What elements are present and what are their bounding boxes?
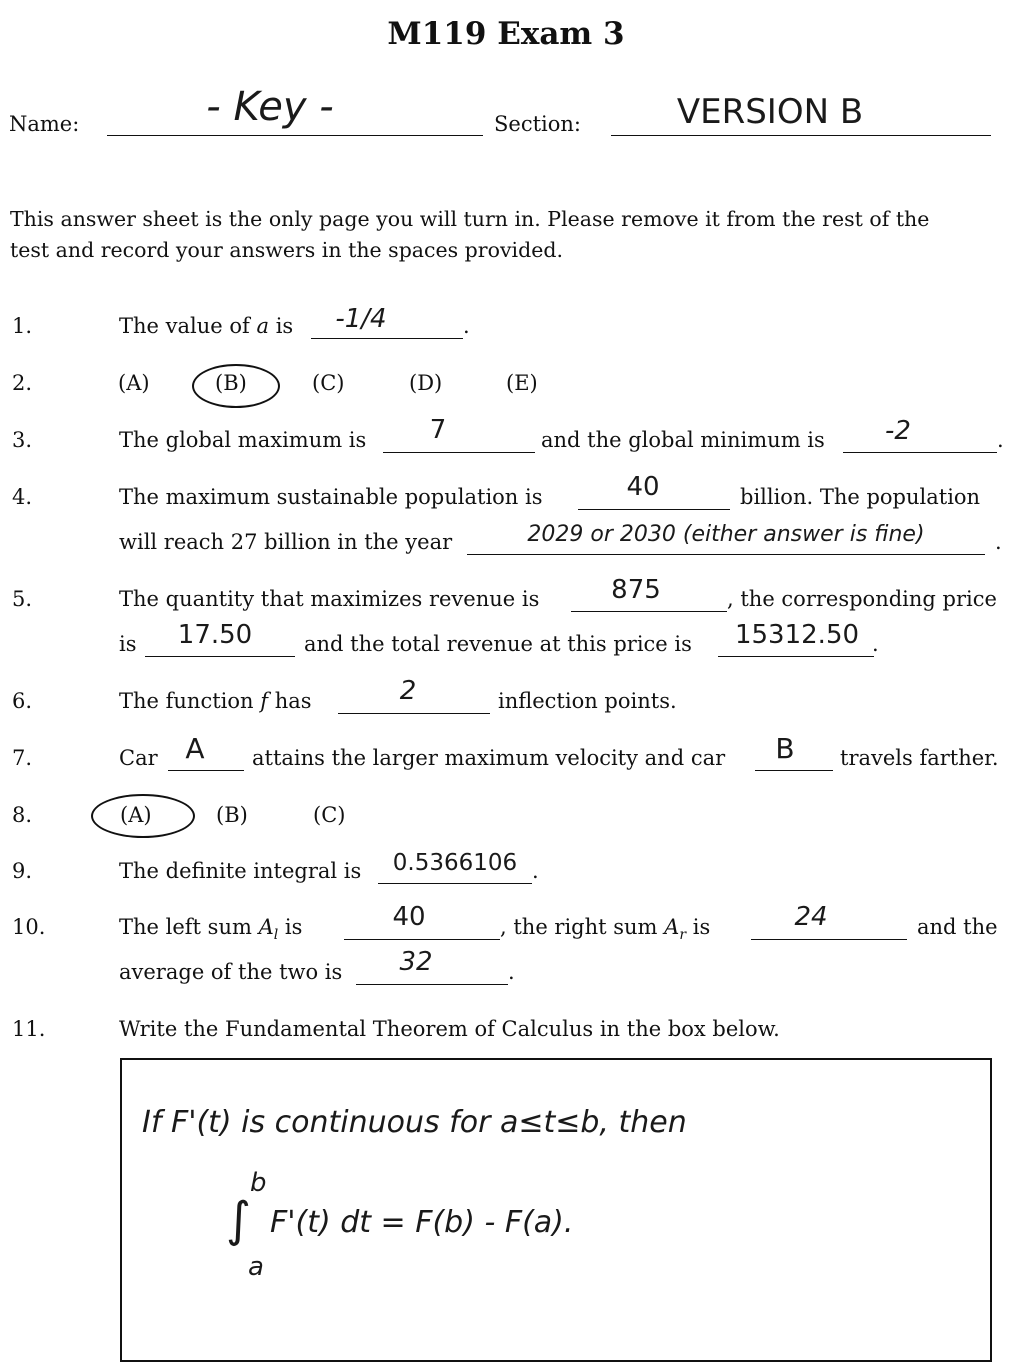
- q2-option-c[interactable]: (C): [312, 371, 345, 395]
- q10-answer-average: 32: [399, 947, 433, 977]
- q7-number: 7.: [12, 746, 33, 770]
- q4-text-mid: billion. The population: [740, 485, 981, 509]
- q9-text-pre: The definite integral is: [119, 859, 362, 883]
- q5-text-mid: , the corresponding price: [727, 587, 997, 611]
- q9-blank[interactable]: [378, 882, 532, 884]
- q2-option-b[interactable]: (B): [215, 371, 247, 395]
- q10-text-line2: average of the two is: [119, 960, 343, 984]
- q5-text-revenue: and the total revenue at this price is: [304, 632, 692, 656]
- q10-answer-left: 40: [392, 902, 426, 932]
- q1-text: The value of a is: [119, 314, 294, 338]
- q10-blank-right[interactable]: [751, 938, 907, 940]
- name-handwritten: - Key -: [206, 84, 334, 130]
- q4-period: .: [995, 530, 1002, 554]
- ftc-line-2: F'(t) dt = F(b) - F(a).: [270, 1205, 574, 1240]
- ftc-lower-limit: a: [248, 1252, 264, 1282]
- section-label: Section:: [494, 112, 581, 136]
- q2-number: 2.: [12, 371, 33, 395]
- exam-title: M119 Exam 3: [387, 16, 625, 52]
- q11-text: Write the Fundamental Theorem of Calculus in the box below.: [119, 1017, 780, 1041]
- q8-option-b[interactable]: (B): [216, 803, 248, 827]
- q9-answer: 0.5366106: [392, 850, 518, 876]
- q10-period: .: [508, 960, 515, 984]
- q5-text-pre: The quantity that maximizes revenue is: [119, 587, 540, 611]
- q5-number: 5.: [12, 587, 33, 611]
- q3-number: 3.: [12, 428, 33, 452]
- q9-period: .: [532, 859, 539, 883]
- q4-blank-year[interactable]: [467, 553, 985, 555]
- q10-text-and-the: and the: [917, 915, 998, 939]
- q9-number: 9.: [12, 859, 33, 883]
- q1-period: .: [463, 314, 470, 338]
- q2-option-a[interactable]: (A): [118, 371, 150, 395]
- q4-text-line2: will reach 27 billion in the year: [119, 530, 453, 554]
- q2-option-e[interactable]: (E): [506, 371, 538, 395]
- q10-answer-right: 24: [794, 902, 828, 932]
- q3-period: .: [997, 428, 1004, 452]
- q1-answer: -1/4: [335, 304, 387, 334]
- intro-line-1: This answer sheet is the only page you will turn in. Please remove it from the rest of the: [10, 207, 930, 231]
- q1-blank[interactable]: [311, 337, 463, 339]
- q10-blank-average[interactable]: [356, 983, 508, 985]
- section-handwritten: VERSION B: [676, 92, 864, 132]
- q7-text-pre: Car: [119, 746, 158, 770]
- q5-answer-quantity: 875: [611, 575, 661, 605]
- q10-text-pre: The left sum $A_l$ is: [119, 915, 303, 944]
- q4-answer-population: 40: [626, 472, 660, 502]
- q3-answer-max: 7: [429, 415, 447, 445]
- q7-blank-car1[interactable]: [168, 769, 244, 771]
- q3-text-mid: and the global minimum is: [541, 428, 825, 452]
- q1-number: 1.: [12, 314, 33, 338]
- q4-text-pre: The maximum sustainable population is: [119, 485, 543, 509]
- intro-line-2: test and record your answers in the spaces provided.: [10, 238, 563, 262]
- ftc-integral-sign: ∫: [226, 1192, 252, 1248]
- q5-text-is: is: [119, 632, 137, 656]
- q5-period: .: [872, 632, 879, 656]
- q7-text-mid: attains the larger maximum velocity and car: [252, 746, 726, 770]
- q8-number: 8.: [12, 803, 33, 827]
- q8-option-a[interactable]: (A): [120, 803, 152, 827]
- q7-answer-car1: A: [185, 732, 205, 765]
- q7-answer-car2: B: [775, 732, 795, 765]
- q10-number: 10.: [12, 915, 46, 939]
- q11-number: 11.: [12, 1017, 46, 1041]
- q5-blank-quantity[interactable]: [571, 610, 727, 612]
- name-label: Name:: [9, 112, 80, 136]
- q3-blank-max[interactable]: [383, 451, 535, 453]
- q4-answer-year: 2029 or 2030 (either answer is fine): [527, 522, 925, 547]
- q7-text-end: travels farther.: [840, 746, 999, 770]
- q8-option-c[interactable]: (C): [313, 803, 346, 827]
- ftc-line-1: If F'(t) is continuous for a≤t≤b, then: [142, 1105, 687, 1140]
- q10-blank-left[interactable]: [344, 938, 500, 940]
- q6-number: 6.: [12, 689, 33, 713]
- ftc-upper-limit: b: [250, 1168, 267, 1198]
- q6-text-pre: The function f has: [119, 689, 312, 713]
- q6-text-end: inflection points.: [498, 689, 677, 713]
- q4-number: 4.: [12, 485, 33, 509]
- name-blank[interactable]: [107, 134, 483, 136]
- q3-text-pre: The global maximum is: [119, 428, 367, 452]
- q5-blank-price[interactable]: [145, 655, 295, 657]
- q6-answer: 2: [399, 676, 417, 706]
- q5-answer-revenue: 15312.50: [734, 620, 860, 650]
- q5-blank-revenue[interactable]: [718, 655, 874, 657]
- q10-text-mid: , the right sum $A_r$ is: [500, 915, 711, 944]
- section-blank[interactable]: [611, 134, 991, 136]
- q2-option-d[interactable]: (D): [409, 371, 443, 395]
- q3-blank-min[interactable]: [843, 451, 997, 453]
- q6-blank[interactable]: [338, 712, 490, 714]
- q4-blank-population[interactable]: [578, 508, 730, 510]
- q3-answer-min: -2: [885, 416, 911, 446]
- q7-blank-car2[interactable]: [755, 769, 833, 771]
- q5-answer-price: 17.50: [177, 620, 253, 650]
